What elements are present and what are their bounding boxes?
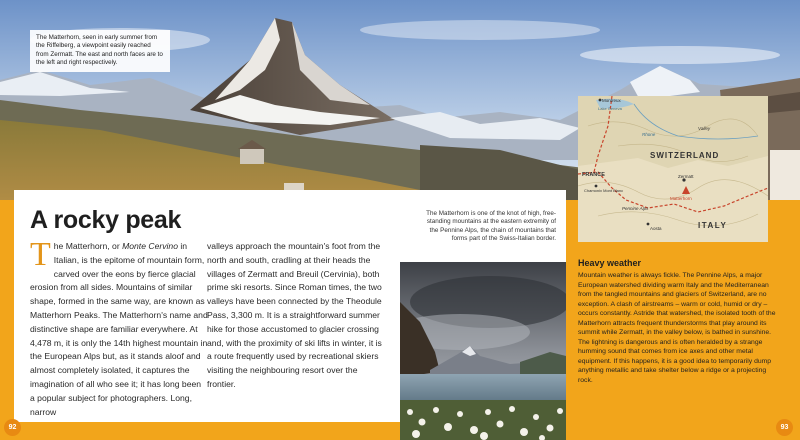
article-text-italic: Monte Cervino: [122, 241, 178, 251]
map-label-valley: Valley: [698, 126, 711, 131]
article-text-1b: in Italian, is the epitome of mountain form, carved over the eons by fierce glacial erosion from all sides. Mountains of similar shape, formed in the same way, are known as Matterhorn Peaks. The Matterhorn's name and distinctive shape are familiar everywhere. At 4,478 m, it is only the 14th highest mountain in the European Alps but, as it stands aloof and almost completely isolated, it captures the imagination of all who see it; it has long been a popular subject for photographers. Long, narrow: [30, 241, 208, 417]
top-photo-caption: The Matterhorn, seen in early summer from the Riffelberg, a viewpoint easily reached from Zermatt. The east and north faces are to the left and right respectively.: [30, 30, 170, 72]
sidebar-heading: Heavy weather: [578, 258, 642, 268]
page-number-right: 93: [776, 419, 793, 436]
storm-lake-photo: [400, 262, 566, 440]
map-label-montreux: Montreux: [602, 98, 621, 103]
map-label-zermatt: Zermatt: [678, 174, 694, 179]
middle-photo-caption: The Matterhorn is one of the knot of high, free-standing mountains at the eastern extremity of the Pennine Alps, the chain of mountains that forms part of the Swiss-Italian border.: [426, 210, 556, 243]
map-label-rhone: Rhone: [642, 132, 656, 137]
map-label-lake: Lake Geneva: [598, 106, 622, 111]
map-label-italy: ITALY: [698, 221, 728, 230]
weather-sidebar: [578, 258, 778, 385]
article-column-1: [30, 236, 208, 419]
map-label-chamonix: Chamonix Mont Blanc: [584, 188, 624, 193]
page-number-left: 92: [4, 419, 21, 436]
region-map: [578, 96, 768, 242]
map-label-pennine: Pennine Alps: [622, 206, 649, 211]
map-label-aosta: Aosta: [650, 226, 662, 231]
article-title: A rocky peak: [30, 206, 182, 234]
article-column-2: valleys approach the mountain's foot from the north and south, cradling at their heads the villages of Zermatt and Breuil (Cervinia), both prime ski resorts. Since Roman times, the two valleys have been connected by the Theodule Pass, 3,300 m. It is a straightforward summer hike for those accustomed to glacier crossing and, with the proximity of ski lifts in winter, it is a route frequently used by recreational skiers visiting the neighbouring resort over the frontier.: [207, 241, 382, 389]
map-label-matterhorn: Matterhorn: [670, 196, 692, 201]
map-label-switzerland: SWITZERLAND: [650, 151, 720, 160]
map-label-france: FRANCE: [582, 172, 605, 178]
article-text-1a: he Matterhorn, or: [53, 241, 123, 251]
sidebar-body: Mountain weather is always fickle. The Pennine Alps, a major European watershed dividing warm Italy and the Mediterranean from the tangled mountains and glaciers of Switzerland, are no exception. A clash of airstreams – warm or cold, humid or dry – occurs constantly. Astride that watershed, the isolated tooth of the Matterhorn attracts frequent thunderstorms that play around its summit while Zermatt, in the valley below, is bathed in sunshine. The lightning is dangerous and is often heralded by a strange humming sound that comes from ice axes and other metal equipment. If this happens, it is a good idea to temporarily dump anything metallic and take shelter below a ridge or a projecting rock.: [578, 272, 776, 384]
drop-cap: T: [30, 236, 51, 273]
